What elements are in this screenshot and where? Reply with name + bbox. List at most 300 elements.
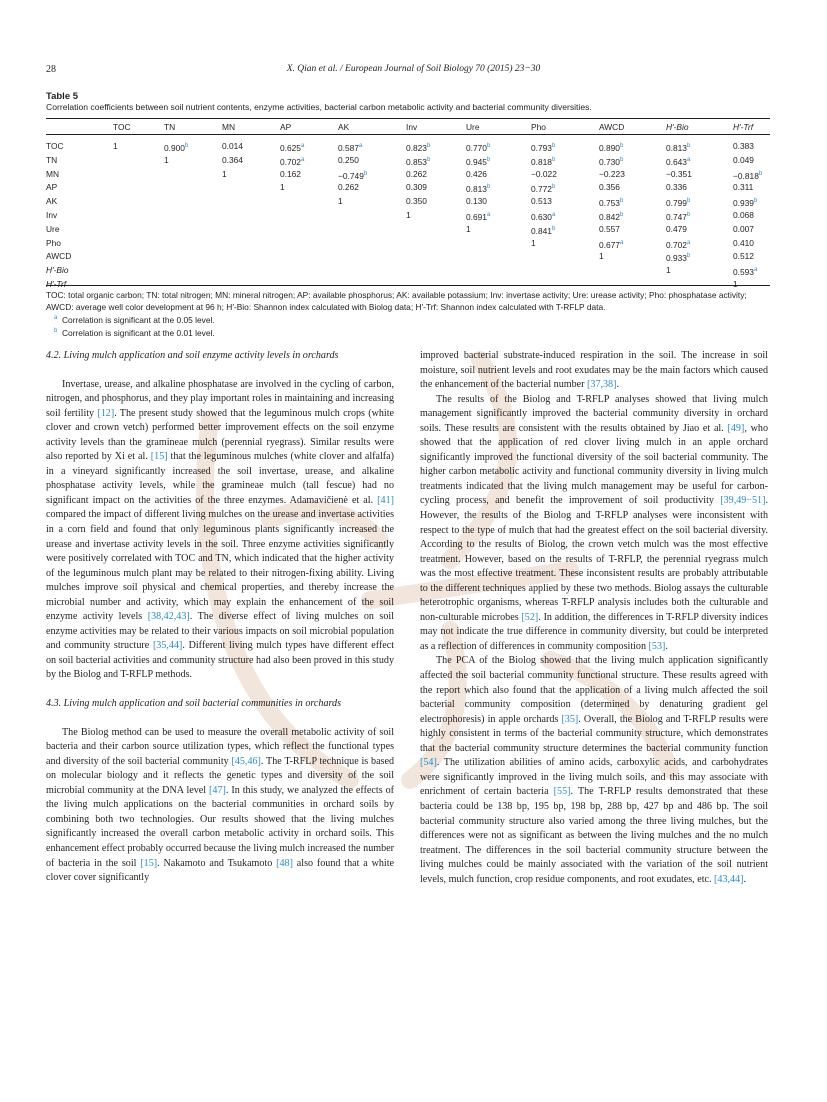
row-label: H′-Bio xyxy=(46,265,69,276)
table-row xyxy=(46,195,770,209)
cell-value: 0.823 xyxy=(406,142,427,153)
significance-mark: b xyxy=(551,156,556,163)
table-cell xyxy=(164,168,222,182)
cell-value: 0.702 xyxy=(666,239,687,250)
table-cell xyxy=(599,250,666,264)
table-row xyxy=(46,134,770,154)
cell-value: 1 xyxy=(466,223,471,234)
cell-value: 0.587 xyxy=(338,142,359,153)
table-cell xyxy=(531,168,599,182)
table-cell xyxy=(113,134,164,154)
cell-value: 0.818 xyxy=(531,156,552,167)
table-column-header: H′-Bio xyxy=(666,122,689,132)
cell-value: 0.630 xyxy=(531,211,552,222)
table-cell xyxy=(733,168,770,182)
table-cell xyxy=(599,195,666,209)
cell-value: 0.007 xyxy=(733,223,754,234)
significance-mark: a xyxy=(358,143,363,149)
cell-value: 0.799 xyxy=(666,197,687,208)
section-4-2-heading: 4.2. Living mulch application and soil enzyme activity levels in orchards xyxy=(46,350,339,361)
row-label: AWCD xyxy=(46,251,72,262)
table-cell xyxy=(466,195,531,209)
significance-mark: a xyxy=(300,156,305,163)
cell-value: 0.311 xyxy=(733,182,754,193)
table-cell xyxy=(280,250,338,264)
significance-mark: b xyxy=(426,143,431,149)
cell-value: 0.068 xyxy=(733,209,754,220)
significance-mark: b xyxy=(753,198,758,205)
cell-value: 0.643 xyxy=(666,156,687,167)
table-cell xyxy=(531,223,599,237)
table-row xyxy=(46,154,770,168)
footnote-a-text: Correlation is significant at the 0.05 level. xyxy=(62,314,215,325)
cell-value: 0.677 xyxy=(599,239,620,250)
table-cell xyxy=(164,264,222,278)
text-run: . xyxy=(616,379,619,391)
cell-value: 0.900 xyxy=(164,142,185,153)
significance-mark: a xyxy=(619,239,624,246)
table-cell xyxy=(406,154,466,168)
table-column-header: Inv xyxy=(406,122,418,132)
table-cell xyxy=(164,134,222,154)
cell-value: 0.309 xyxy=(406,182,427,193)
table-cell xyxy=(222,264,280,278)
cell-value: −0.223 xyxy=(599,168,625,179)
significance-mark: b xyxy=(686,253,691,260)
significance-mark: a xyxy=(300,143,305,149)
running-head: X. Qian et al. / European Journal of Soil Biology 70 (2015) 23−30 xyxy=(286,64,541,74)
table-cell xyxy=(338,250,406,264)
table-cell xyxy=(666,195,733,209)
table-cell xyxy=(666,223,733,237)
table-cell xyxy=(466,278,531,290)
table-cell xyxy=(113,223,164,237)
significance-mark: b xyxy=(619,156,624,163)
cell-value: 0.702 xyxy=(280,156,301,167)
table-cell xyxy=(164,154,222,168)
cell-value: 1 xyxy=(733,278,738,289)
left-column xyxy=(46,349,394,886)
table-cell xyxy=(733,223,770,237)
table-cell xyxy=(338,181,406,195)
cell-value: 0.336 xyxy=(666,182,687,193)
page-number: 28 xyxy=(46,64,56,75)
table-cell xyxy=(280,237,338,251)
table-cell xyxy=(666,168,733,182)
text-run: . The T-RFLP technique is based on molecular biology and it reflects the genetic types and diversity of the soil microbial community at the DNA level xyxy=(46,755,394,796)
table-cell xyxy=(164,250,222,264)
table-cell xyxy=(599,209,666,223)
citation-link[interactable]: [12] xyxy=(97,407,115,419)
table-column-header: AWCD xyxy=(599,122,625,132)
table-row xyxy=(46,278,770,290)
cell-value: 1 xyxy=(280,182,285,193)
table-cell xyxy=(164,195,222,209)
significance-mark: b xyxy=(686,198,691,205)
table-cell xyxy=(280,154,338,168)
table-caption: Correlation coefficients between soil nutrient contents, enzyme activities, bacterial carbon metabolic activity and bacterial community diversities. xyxy=(46,102,592,112)
table-cell xyxy=(222,168,280,182)
table-cell xyxy=(406,264,466,278)
table-cell xyxy=(113,250,164,264)
table-cell xyxy=(406,134,466,154)
table-cell xyxy=(222,134,280,154)
table-cell xyxy=(466,264,531,278)
citation-link[interactable]: [48] xyxy=(276,857,293,869)
table-cell xyxy=(280,195,338,209)
table-cell xyxy=(599,134,666,154)
table-cell xyxy=(599,154,666,168)
citation-link[interactable]: [43,44] xyxy=(714,873,744,885)
cell-value: 0.426 xyxy=(466,168,487,179)
text-run: that the leguminous mulches (white clover and alfalfa) in a vineyard significantly increased the soil invertase, urease, and alkaline phosphatase activity levels, while the gramineae mulch (tall fescue) had no significant impact on the activities of the three enzymes. Adamavičienė et al. xyxy=(46,451,395,506)
table-cell xyxy=(113,181,164,195)
table-cell xyxy=(531,154,599,168)
table-cell xyxy=(222,195,280,209)
table-notes xyxy=(46,290,770,340)
significance-mark: b xyxy=(619,211,624,218)
text-run: . The diverse effect of living mulches on soil enzyme activities may be related to their various impacts on soil microbial population and community structure xyxy=(46,611,394,652)
section-4-3-heading: 4.3. Living mulch application and soil bacterial communities in orchards xyxy=(46,698,342,710)
table-cell xyxy=(531,264,599,278)
table-header-corner xyxy=(46,120,113,134)
table-cell xyxy=(113,195,164,209)
footnote-mark-b: b xyxy=(54,328,58,335)
diversity-paragraph xyxy=(420,393,768,655)
cell-value: 1 xyxy=(113,141,118,151)
cell-value: 0.262 xyxy=(406,168,427,179)
table-column-header: TOC xyxy=(113,122,131,132)
text-run: compared the impact of different living mulches on the urease and invertase activities in a corn field and found that only leguminous plants significantly increased the urease and invertase activity levels in the soil. Three enzyme activities significantly were positively correlated with TOC and TN, which indicated that the higher activity of the leguminous mulch plant may be related to their nitrogen-fixing ability. Living mulches improve soil physical and chemical properties, and thereby increase the microbial number and activity, which may explain the enhancement of the soil enzyme activity levels xyxy=(46,509,394,623)
cell-value: 0.130 xyxy=(466,196,487,207)
significance-mark: a xyxy=(686,156,691,163)
text-run: . xyxy=(743,873,747,885)
cell-value: 0.842 xyxy=(599,211,620,222)
significance-mark: b xyxy=(686,143,691,149)
citation-link[interactable]: [15] xyxy=(150,451,168,463)
table-label: Table 5 xyxy=(46,91,79,102)
cell-value: 0.813 xyxy=(666,142,687,153)
table-cell xyxy=(733,209,770,223)
table-cell xyxy=(466,181,531,195)
significance-mark: b xyxy=(551,184,556,191)
table-cell xyxy=(666,209,733,223)
table-cell xyxy=(599,223,666,237)
cell-value: 0.730 xyxy=(599,156,620,167)
text-run: The PCA of the Biolog showed that the living mulch application significantly affected the soil bacterial community functional structure. These results agreed with the report which also found that the application of a living mulch affected the soil bacterial community composition (determined by denaturing gradient gel electrophoresis) in apple orchards xyxy=(420,655,768,725)
cell-value: 0.770 xyxy=(466,142,487,153)
table-cell xyxy=(733,195,770,209)
cell-value: 0.364 xyxy=(222,154,243,165)
cell-value: 1 xyxy=(338,196,343,207)
table-cell xyxy=(733,154,770,168)
section-4-2-paragraph xyxy=(46,378,394,683)
text-run: . In this study, we analyzed the effects of the living mulch applications on the bacterial communities in orchard soils by combining both two technologies. Our results showed that the living mulches significantly increased the overall carbon metabolic activity in orchard soils. This enhancement effect probably occurred because the living mulch increased the number of bacteria in the soil xyxy=(46,784,395,869)
cell-value: 0.262 xyxy=(338,182,359,193)
citation-link[interactable]: [35,44] xyxy=(152,640,183,652)
table-cell xyxy=(466,134,531,154)
table-cell xyxy=(406,209,466,223)
table-cell xyxy=(338,237,406,251)
cell-value: 0.793 xyxy=(531,142,552,153)
cell-value: 0.350 xyxy=(406,196,427,207)
cell-value: 0.933 xyxy=(666,253,687,264)
cell-value: 0.691 xyxy=(466,211,487,222)
cell-value: 0.410 xyxy=(733,237,754,248)
cell-value: −0.022 xyxy=(531,168,557,179)
table-column-header: TN xyxy=(164,122,176,132)
table-cell xyxy=(531,134,599,154)
text-run: , who showed that the application of red clover living mulch in an apple orchard significantly improved the functional diversity of the soil bacterial community. The higher carbon metabolic activity and functional community diversity in living mulch treatments indicated that the living mulch management may be useful for carbon-cycling process, and benefit the improvement of soil productivity xyxy=(420,422,768,507)
table-cell xyxy=(531,278,599,290)
cell-value: 0.512 xyxy=(733,251,754,262)
pca-paragraph xyxy=(420,654,768,887)
cell-value: 0.625 xyxy=(280,142,301,153)
continued-paragraph xyxy=(420,349,768,393)
cell-value: 0.383 xyxy=(733,141,754,151)
footnote-b xyxy=(46,326,770,339)
section-4-3-paragraph xyxy=(46,726,394,886)
table-cell xyxy=(113,278,164,290)
table-cell xyxy=(222,237,280,251)
table-cell xyxy=(164,181,222,195)
cell-value: 1 xyxy=(531,237,536,248)
table-cell xyxy=(280,223,338,237)
significance-mark: a xyxy=(486,211,491,218)
cell-value: 0.841 xyxy=(531,225,552,236)
table-cell xyxy=(406,223,466,237)
row-label: Ure xyxy=(46,223,60,234)
table-row xyxy=(46,209,770,223)
significance-mark: a xyxy=(686,239,691,246)
table-column-header: H′-Trf xyxy=(733,122,754,132)
cell-value: 0.557 xyxy=(599,223,620,234)
text-run: improved bacterial substrate-induced respiration in the soil. The increase in soil moisture, soil nutrient levels and root exudates may be the main factors which caused the enhancement of the bacterial number xyxy=(420,350,768,391)
cell-value: 0.853 xyxy=(406,156,427,167)
table-column-header: Pho xyxy=(531,122,546,132)
table-row xyxy=(46,168,770,182)
significance-mark: b xyxy=(551,143,556,149)
table-cell xyxy=(280,134,338,154)
cell-value: 0.593 xyxy=(733,266,754,277)
table-cell xyxy=(599,181,666,195)
footnote-mark-a: a xyxy=(54,315,58,321)
correlation-table xyxy=(46,120,770,290)
citation-link[interactable]: [15] xyxy=(140,857,158,869)
text-run: . The utilization abilities of amino acids, carboxylic acids, and carbohydrates were significantly improved in the living mulch soils, and this may associate with enrichment of certain bacteria xyxy=(420,757,768,798)
table-cell xyxy=(113,168,164,182)
table-cell xyxy=(733,181,770,195)
table-cell xyxy=(733,264,770,278)
row-label: Pho xyxy=(46,237,61,248)
text-run: . Nakamoto and Tsukamoto xyxy=(157,857,277,869)
table-cell xyxy=(338,209,406,223)
table-cell xyxy=(113,237,164,251)
row-label: Inv xyxy=(46,209,58,220)
significance-mark: b xyxy=(426,156,431,163)
table-cell xyxy=(280,209,338,223)
table-row xyxy=(46,237,770,251)
table-cell xyxy=(164,278,222,290)
cell-value: 0.813 xyxy=(466,184,487,195)
citation-link[interactable]: [55] xyxy=(553,786,571,798)
row-label: MN xyxy=(46,168,60,179)
cell-value: 0.939 xyxy=(733,197,754,208)
citation-link[interactable]: [54] xyxy=(420,757,437,769)
row-label: TOC xyxy=(46,141,64,151)
significance-mark: b xyxy=(686,211,691,218)
table-cell xyxy=(338,223,406,237)
citation-link[interactable]: [47] xyxy=(209,784,226,796)
text-run: . Overall, the Biolog and T-RFLP results were highly consistent in terms of the bacterial community structure, which demonstrates that the bacterial community structure determines the bacterial community function xyxy=(420,713,768,754)
table-column-header: Ure xyxy=(466,122,480,132)
cell-value: 1 xyxy=(164,154,169,165)
table-cell xyxy=(466,209,531,223)
table-cell xyxy=(666,134,733,154)
table-cell xyxy=(280,264,338,278)
citation-link[interactable]: [52] xyxy=(521,611,539,623)
text-run: . However, the results of the Biolog and T-RFLP analyses were inconsistent with respect to the type of mulch that had the greatest effect on the soil bacterial diversity. According to the results of Biolog, the crown vetch mulch was the most effective treatment. However, based on the results of T-RFLP, the perennial ryegrass mulch was the most effective treatment. These inconsistent results are probably attributable to the different techniques applied by these two methods. Biolog assays the culturable heterotrophic organisms, whereas T-RFLP analysis includes both the culturable and non-culturable microbes xyxy=(420,495,768,623)
table-cell xyxy=(466,154,531,168)
text-run: Invertase, urease, and alkaline phosphatase are involved in the cycling of carbon, nitrogen, and phosphorus, and they play important roles in maintaining and increasing soil fertility xyxy=(46,378,394,419)
table-cell xyxy=(222,154,280,168)
citation-link[interactable]: [49] xyxy=(727,422,745,434)
text-run: . Different living mulch types have different effect on soil bacterial activities and community structure had also been proved in this study by the Biolog and T-RFLP methods. xyxy=(46,640,394,681)
cell-value: 0.162 xyxy=(280,168,301,179)
significance-mark: b xyxy=(758,170,763,177)
significance-mark: b xyxy=(551,225,556,232)
cell-value: 0.049 xyxy=(733,154,754,165)
table-cell xyxy=(113,264,164,278)
citation-link[interactable]: [38,42,43] xyxy=(147,611,190,623)
table-top-rule xyxy=(46,118,770,119)
table-abbreviations: TOC: total organic carbon; TN: total nitrogen; MN: mineral nitrogen; AP: available phosphorus; AK: available potassium; Inv: invertase activity; Ure: urease activity; Pho: phosphatase activity; AWCD: average well color development at 96 h; H′-Bio: Shannon index calculated with Biolog data; H′-Trf: Shannon index calculated with T-RFLP data. xyxy=(46,290,747,312)
citation-link[interactable]: [41] xyxy=(377,494,394,506)
table-cell xyxy=(531,195,599,209)
table-cell xyxy=(338,168,406,182)
table-cell xyxy=(222,181,280,195)
cell-value: 0.479 xyxy=(666,223,687,234)
cell-value: 1 xyxy=(222,168,227,179)
cell-value: 0.747 xyxy=(666,211,687,222)
citation-link[interactable]: [45,46] xyxy=(231,755,261,767)
citation-link[interactable]: [39,49−51] xyxy=(720,495,766,507)
significance-mark: a xyxy=(551,211,556,218)
text-run: also found that a white clover cover significantly xyxy=(46,857,394,884)
text-run: . In addition, the differences in T-RFLP diversity indices may not indicate the true difference in community diversity, but could be interpreted as a reflection of differences in community composition xyxy=(420,611,769,652)
citation-link[interactable]: [53] xyxy=(648,640,666,652)
table-cell xyxy=(406,237,466,251)
row-label: AK xyxy=(46,196,58,207)
table-cell xyxy=(531,209,599,223)
footnote-b-text: Correlation is significant at the 0.01 level. xyxy=(62,328,215,339)
table-cell xyxy=(280,181,338,195)
right-column xyxy=(420,349,768,887)
table-cell xyxy=(222,250,280,264)
table-cell xyxy=(406,250,466,264)
text-run: . The T-RFLP results demonstrated that these bacteria could be 138 bp, 195 bp, 198 bp, 288 bp, 427 bp and 486 bp. The soil bacterial community structure also varied among the three living mulches, but the differences were not as significant as between the living mulches and the no mulch treatment. The differences in the soil bacterial community structure between the living mulches could be mainly associated with the variation of the soil nutrient levels, mulch function, crop residue components, and root exudates, etc. xyxy=(420,786,768,885)
table-cell xyxy=(406,278,466,290)
row-label: H′-Trf xyxy=(46,278,67,289)
significance-mark: b xyxy=(486,184,491,191)
table-cell xyxy=(164,209,222,223)
cell-value: 0.772 xyxy=(531,184,552,195)
citation-link[interactable]: [35] xyxy=(561,713,579,725)
table-cell xyxy=(222,278,280,290)
text-run: . The present study showed that the leguminous mulch crops (white clover and crown vetch) performed better improvement effects on the soil enzyme activity levels than the gramineae mulch (perennial ryegrass). Similar results were also reported by Xi et al. xyxy=(46,407,395,463)
table-cell xyxy=(531,237,599,251)
table-cell xyxy=(338,134,406,154)
table-cell xyxy=(113,154,164,168)
table-row xyxy=(46,223,770,237)
cell-value: 0.890 xyxy=(599,142,620,153)
significance-mark: b xyxy=(184,143,189,149)
table-cell xyxy=(466,168,531,182)
table-cell xyxy=(466,223,531,237)
table-column-header: AP xyxy=(280,122,292,132)
table-cell xyxy=(599,278,666,290)
row-label: TN xyxy=(46,154,58,165)
table-cell xyxy=(666,278,733,290)
table-cell xyxy=(164,223,222,237)
significance-mark: b xyxy=(363,170,368,177)
table-cell xyxy=(599,264,666,278)
significance-mark: b xyxy=(619,198,624,205)
table-cell xyxy=(338,154,406,168)
table-cell xyxy=(466,237,531,251)
cell-value: 0.250 xyxy=(338,154,359,165)
table-cell xyxy=(338,264,406,278)
cell-value: 1 xyxy=(666,265,671,276)
footnote-a xyxy=(46,313,770,326)
table-cell xyxy=(338,195,406,209)
text-run: . xyxy=(665,640,668,652)
table-column-header: AK xyxy=(338,122,350,132)
table-cell xyxy=(222,209,280,223)
table-cell xyxy=(466,250,531,264)
significance-mark: a xyxy=(753,267,758,274)
table-cell xyxy=(222,223,280,237)
cell-value: −0.818 xyxy=(733,170,759,181)
table-cell xyxy=(666,237,733,251)
significance-mark: b xyxy=(619,143,624,149)
significance-mark: b xyxy=(486,143,491,149)
table-body xyxy=(46,134,770,290)
cell-value: 0.513 xyxy=(531,196,552,207)
table-cell xyxy=(113,209,164,223)
table-cell xyxy=(531,250,599,264)
table-cell xyxy=(531,181,599,195)
table-cell xyxy=(733,278,770,290)
table-cell xyxy=(599,168,666,182)
table-cell xyxy=(406,168,466,182)
significance-mark: b xyxy=(486,156,491,163)
table-column-header: MN xyxy=(222,122,236,132)
text-run: The results of the Biolog and T-RFLP analyses showed that living mulch management significantly improved the bacterial community diversity in orchard soils. These results are consistent with the results obtained by Jiao et al. xyxy=(420,393,768,434)
cell-value: −0.749 xyxy=(338,170,364,181)
cell-value: 1 xyxy=(599,251,604,262)
table-cell xyxy=(666,264,733,278)
table-cell xyxy=(733,250,770,264)
table-cell xyxy=(280,168,338,182)
table-cell xyxy=(666,250,733,264)
table-cell xyxy=(164,237,222,251)
table-cell xyxy=(733,134,770,154)
citation-link[interactable]: [37,38] xyxy=(587,379,617,391)
cell-value: 0.945 xyxy=(466,156,487,167)
table-cell xyxy=(666,154,733,168)
cell-value: 0.753 xyxy=(599,197,620,208)
